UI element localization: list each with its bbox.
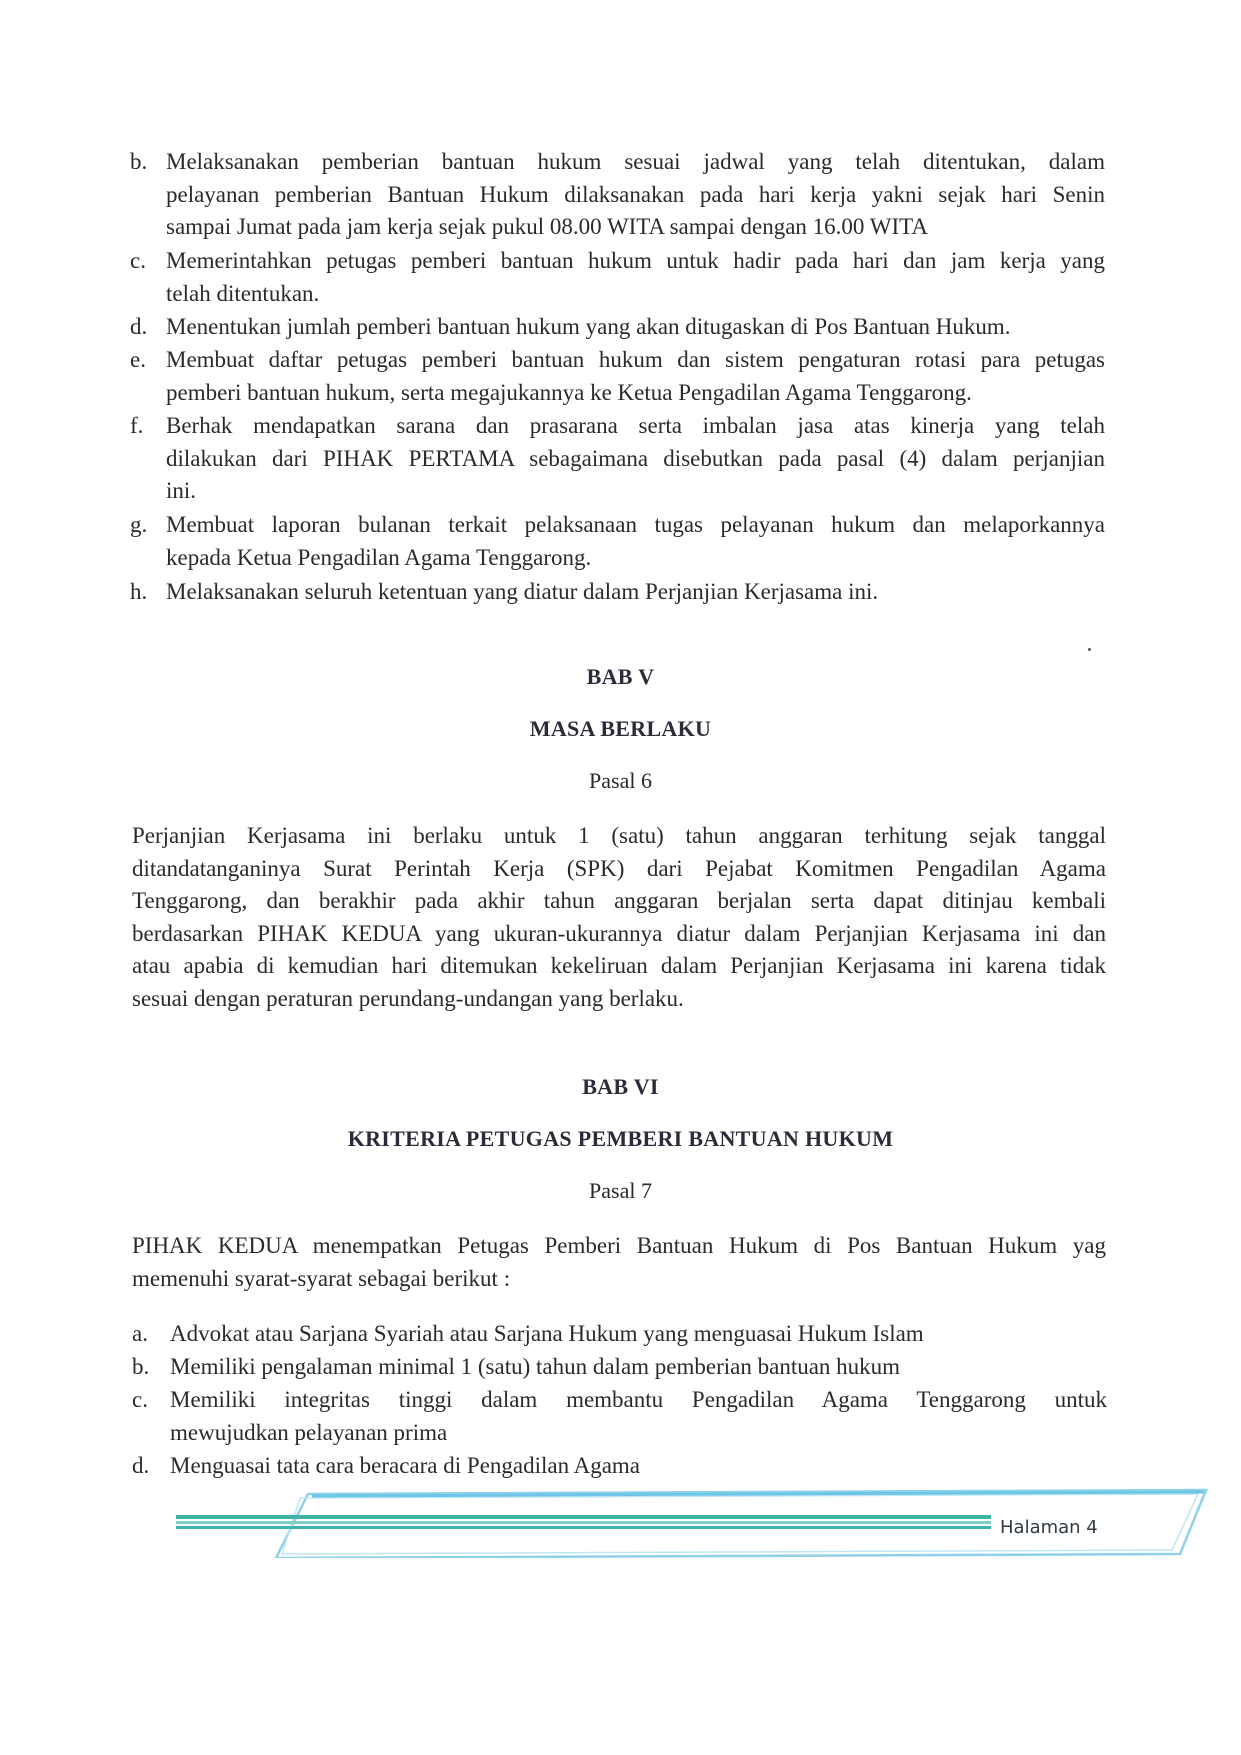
page-number-label: Halaman 4	[1000, 1517, 1098, 1538]
list-text-line: sampai Jumat pada jam kerja sejak pukul 08.00 WITA sampai dengan 16.00 WITA	[166, 214, 928, 239]
list-text-line: pelayanan pemberian Bantuan Hukum dilaksanakan pada hari kerja yakni sejak hari Senin	[166, 181, 1105, 207]
list-text-line: telah ditentukan.	[166, 280, 320, 306]
list-letter: c.	[130, 248, 146, 273]
list-text-line: Melaksanakan seluruh ketentuan yang diatur dalam Perjanjian Kerjasama ini.	[166, 579, 879, 604]
bab-vi-heading: BAB VI	[582, 1074, 659, 1099]
bab-v-title: MASA BERLAKU	[529, 716, 712, 741]
list-text-line: Melaksanakan pemberian bantuan hukum sesuai jadwal yang telah ditentukan, dalam	[166, 149, 1105, 174]
list-text-line: mewujudkan pelayanan prima	[170, 1419, 448, 1445]
criteria-item-c	[132, 1384, 1107, 1449]
footer-teal-band	[176, 1526, 991, 1529]
footer-teal-band	[176, 1515, 991, 1519]
list-text-line: Advokat atau Sarjana Syariah atau Sarjana Hukum yang menguasai Hukum Islam	[170, 1321, 924, 1346]
list-item-b	[130, 146, 1105, 244]
paragraph-line: memenuhi syarat-syarat sebagai berikut :	[132, 1265, 511, 1291]
list-letter: d.	[132, 1453, 150, 1478]
list-text-line: Membuat laporan bulanan terkait pelaksanaan tugas pelayanan hukum dan melaporkannya	[166, 512, 1105, 537]
list-item-e	[130, 344, 1105, 409]
list-text-line: Menentukan jumlah pemberi bantuan hukum yang akan ditugaskan di Pos Bantuan Hukum.	[166, 314, 1011, 339]
paragraph-line: atau apabia di kemudian hari ditemukan kekeliruan dalam Perjanjian Kerjasama ini karena tidak	[132, 953, 1106, 978]
list-letter: b.	[132, 1354, 150, 1379]
criteria-item-b	[132, 1351, 1107, 1384]
list-letter: e.	[130, 347, 146, 372]
list-letter: h.	[130, 579, 148, 604]
paragraph-line: ditandatanganinya Surat Perintah Kerja (SPK) dari Pejabat Komitmen Pengadilan Agama	[132, 855, 1106, 881]
paragraph-line: PIHAK KEDUA menempatkan Petugas Pemberi Bantuan Hukum di Pos Bantuan Hukum yag	[132, 1233, 1106, 1258]
list-item-h	[130, 576, 1105, 609]
pasal-6-label: Pasal 6	[589, 768, 652, 793]
list-letter: a.	[132, 1321, 148, 1346]
criteria-item-d	[132, 1450, 1107, 1483]
paragraph-line: Perjanjian Kerjasama ini berlaku untuk 1 (satu) tahun anggaran terhitung sejak tanggal	[132, 823, 1106, 848]
bab-vi-title: KRITERIA PETUGAS PEMBERI BANTUAN HUKUM	[347, 1126, 894, 1151]
footer-teal-band	[176, 1521, 991, 1524]
list-item-d	[130, 311, 1105, 344]
list-letter: d.	[130, 314, 148, 339]
list-letter: g.	[130, 512, 148, 537]
bab-v-heading: BAB V	[586, 664, 655, 689]
list-text-line: Memiliki integritas tinggi dalam membantu Pengadilan Agama Tenggarong untuk	[170, 1387, 1107, 1412]
list-item-c	[130, 245, 1105, 310]
list-item-f	[130, 410, 1105, 508]
list-letter: c.	[132, 1387, 148, 1412]
list-letter: b.	[130, 149, 148, 174]
criteria-item-a	[132, 1318, 1107, 1351]
list-item-g	[130, 509, 1105, 574]
list-letter: f.	[130, 413, 144, 438]
list-text-line: Membuat daftar petugas pemberi bantuan hukum dan sistem pengaturan rotasi para petugas	[166, 347, 1105, 372]
bab-vi-paragraph	[132, 1230, 1106, 1295]
paragraph-line: sesuai dengan peraturan perundang-undangan yang berlaku.	[132, 985, 684, 1011]
list-text-line: Menguasai tata cara beracara di Pengadilan Agama	[170, 1453, 640, 1478]
list-text-line: Memiliki pengalaman minimal 1 (satu) tahun dalam pemberian bantuan hukum	[170, 1354, 901, 1379]
paragraph-line: berdasarkan PIHAK KEDUA yang ukuran-ukurannya diatur dalam Perjanjian Kerjasama ini dan	[132, 920, 1106, 946]
list-text-line: Berhak mendapatkan sarana dan prasarana serta imbalan jasa atas kinerja yang telah	[166, 413, 1105, 438]
list-text-line: pemberi bantuan hukum, serta megajukannya ke Ketua Pengadilan Agama Tenggarong.	[166, 379, 972, 405]
paragraph-line: Tenggarong, dan berakhir pada akhir tahun anggaran berjalan serta dapat ditinjau kembali	[132, 888, 1106, 913]
list-text-line: Memerintahkan petugas pemberi bantuan hukum untuk hadir pada hari dan jam kerja yang	[166, 248, 1105, 273]
speck-mark	[1088, 648, 1091, 651]
list-text-line: kepada Ketua Pengadilan Agama Tenggarong.	[166, 544, 592, 570]
pasal-7-label: Pasal 7	[589, 1178, 652, 1203]
list-text-line: dilakukan dari PIHAK PERTAMA sebagaimana disebutkan pada pasal (4) dalam perjanjian	[166, 445, 1105, 471]
list-text-line: ini.	[166, 478, 197, 503]
bab-v-paragraph	[132, 820, 1106, 1015]
